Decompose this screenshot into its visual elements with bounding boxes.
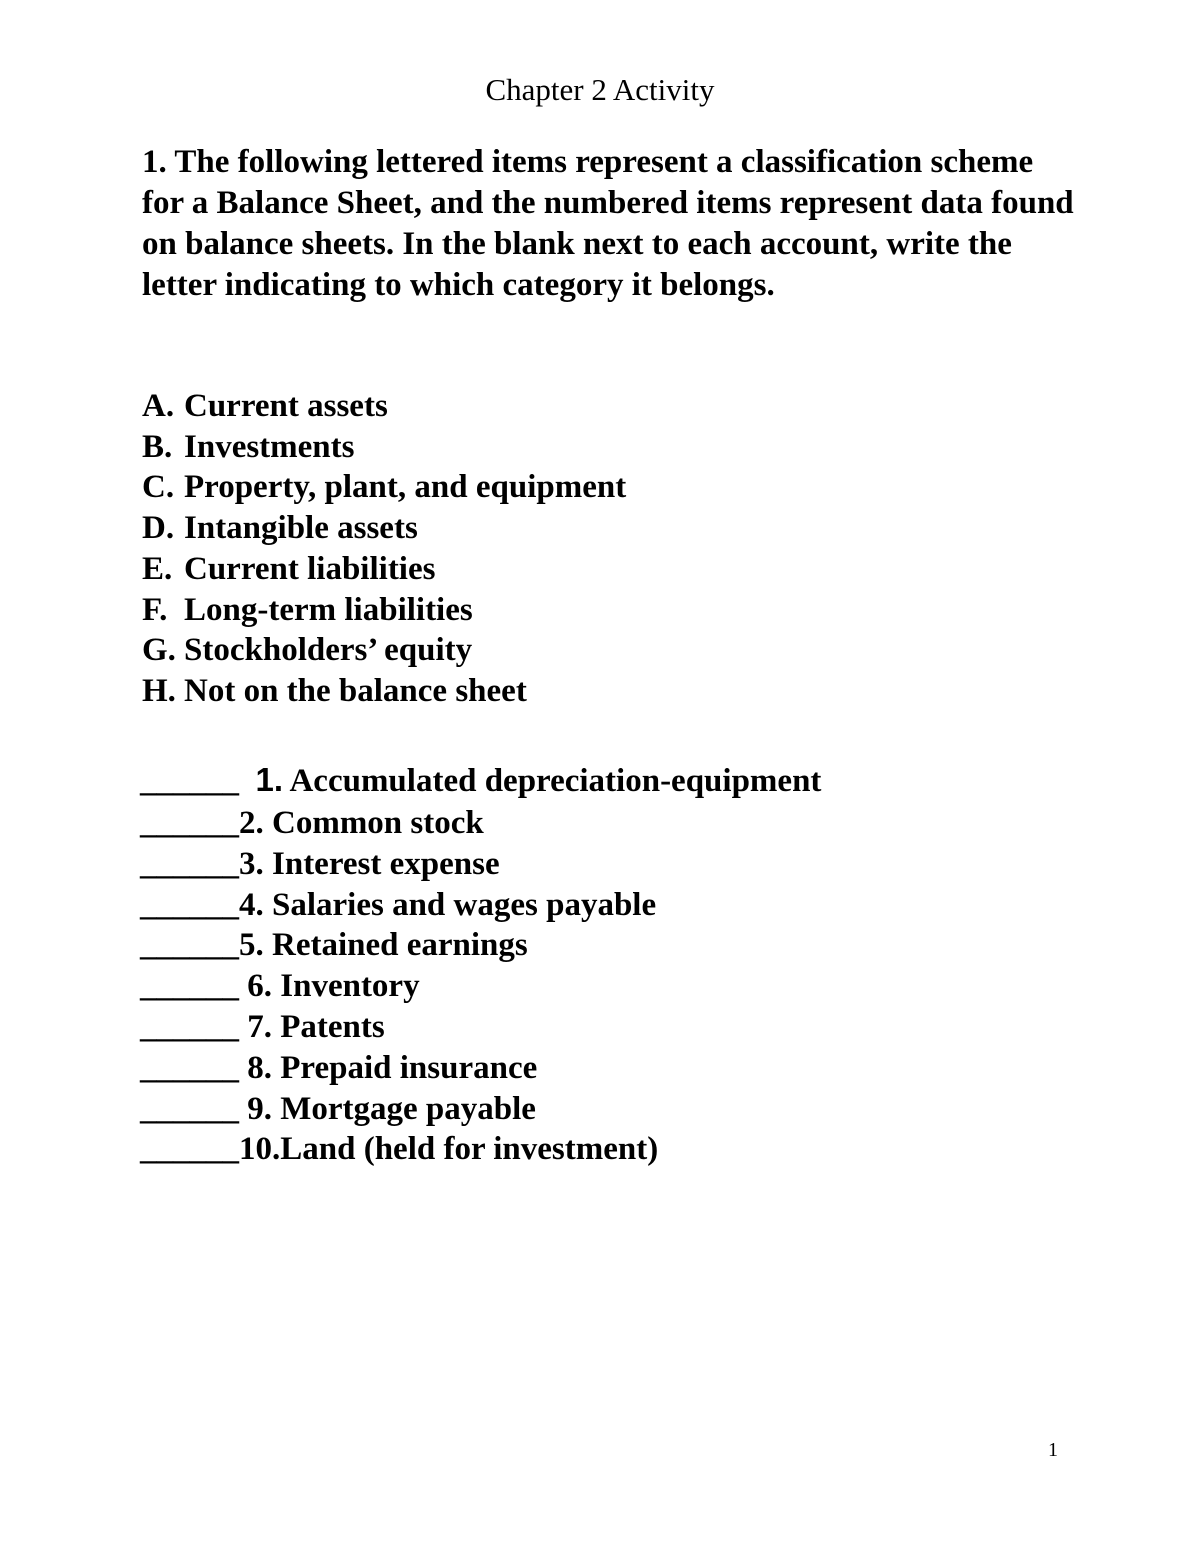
category-item xyxy=(142,590,626,631)
category-list xyxy=(142,386,626,712)
category-label: Intangible assets xyxy=(184,510,418,547)
answer-blank[interactable]: ______ xyxy=(140,805,239,841)
account-item xyxy=(140,966,821,1007)
account-number: 4. xyxy=(239,886,264,923)
category-label: Property, plant, and equipment xyxy=(184,469,627,506)
account-item xyxy=(140,803,821,844)
account-number: 10. xyxy=(239,1131,281,1168)
category-label: Current assets xyxy=(184,388,388,424)
account-item xyxy=(140,844,821,885)
account-item xyxy=(140,1007,821,1048)
account-label: Accumulated depreciation-equipment xyxy=(283,763,822,799)
category-letter: B. xyxy=(142,428,173,465)
answer-blank[interactable]: ______ xyxy=(140,845,239,882)
category-item xyxy=(142,467,626,508)
account-label: Inventory xyxy=(272,968,420,1005)
category-label: Stockholders’ equity xyxy=(184,632,473,669)
account-number: 2. xyxy=(239,805,264,841)
category-label: Investments xyxy=(184,428,355,465)
account-list xyxy=(140,758,821,1170)
answer-blank[interactable]: ______ xyxy=(140,1131,239,1168)
account-number: 3. xyxy=(239,845,264,882)
account-item xyxy=(140,758,821,803)
answer-blank[interactable]: ______ xyxy=(140,927,239,964)
answer-blank[interactable]: ______ xyxy=(140,1090,248,1127)
category-letter: F. xyxy=(142,591,168,628)
account-label: Prepaid insurance xyxy=(272,1049,538,1086)
question-text: 1. The following lettered items represent a classification scheme for a Balance Sheet, and the numbered items represent data found on balance sheets. In the blank next to each account, write the letter indicating to which category it belongs. xyxy=(142,144,1074,303)
answer-blank[interactable]: ______ xyxy=(140,886,239,923)
category-item xyxy=(142,671,626,712)
category-letter: E. xyxy=(142,550,173,587)
account-label: Common stock xyxy=(263,805,484,841)
category-item xyxy=(142,630,626,671)
answer-blank[interactable]: ______ xyxy=(140,1008,248,1045)
account-label: Patents xyxy=(272,1008,385,1045)
category-label: Current liabilities xyxy=(184,550,436,587)
account-label: Salaries and wages payable xyxy=(263,886,657,923)
category-letter: C. xyxy=(142,469,175,506)
category-item xyxy=(142,386,626,427)
category-item xyxy=(142,549,626,590)
account-item xyxy=(140,885,821,926)
account-label: Interest expense xyxy=(263,845,500,882)
category-letter: G. xyxy=(142,632,176,669)
account-number: 7. xyxy=(247,1008,272,1045)
category-item xyxy=(142,508,626,549)
account-item xyxy=(140,1089,821,1130)
answer-blank[interactable]: ______ xyxy=(140,763,256,799)
category-item xyxy=(142,427,626,468)
account-label: Land (held for investment) xyxy=(280,1131,659,1168)
account-label: Mortgage payable xyxy=(272,1090,536,1127)
answer-blank[interactable]: ______ xyxy=(140,1049,248,1086)
category-letter: H. xyxy=(142,672,176,709)
account-label: Retained earnings xyxy=(263,927,528,964)
page-title: Chapter 2 Activity xyxy=(485,72,715,107)
page-number: 1 xyxy=(1048,1439,1058,1461)
category-label: Not on the balance sheet xyxy=(184,672,527,709)
answer-blank[interactable]: ______ xyxy=(140,968,248,1005)
category-label: Long-term liabilities xyxy=(184,591,473,628)
account-number: 5. xyxy=(239,927,264,964)
account-item xyxy=(140,1129,821,1170)
account-number: 9. xyxy=(247,1090,272,1127)
account-item xyxy=(140,1048,821,1089)
account-number: 6. xyxy=(247,968,272,1005)
account-number: 8. xyxy=(247,1049,272,1086)
category-letter: D. xyxy=(142,510,175,547)
account-item xyxy=(140,925,821,966)
category-letter: A. xyxy=(142,388,175,424)
account-number: 1. xyxy=(255,761,284,798)
